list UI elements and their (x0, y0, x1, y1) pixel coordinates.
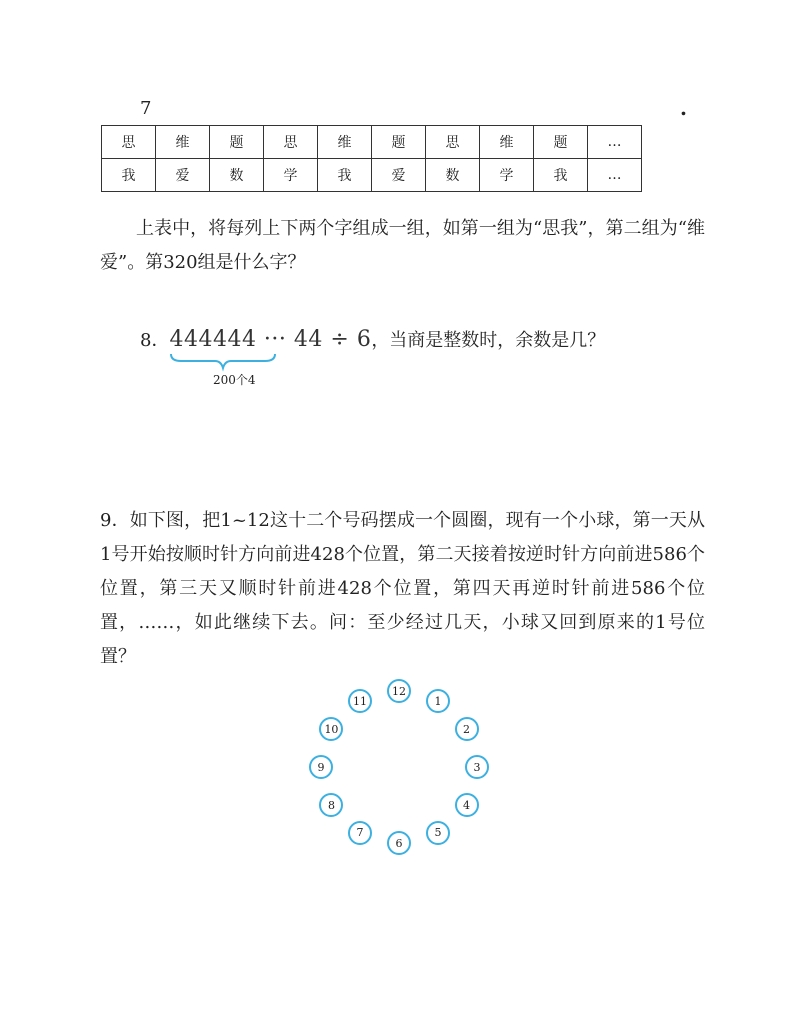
question-7-number: 7 (140, 98, 152, 119)
question-7-text: 上表中，将每列上下两个字组成一组，如第一组为“思我”，第二组为“维爱”。第320组是什么字？ (100, 218, 705, 273)
number-circle-6: 6 (387, 831, 411, 855)
number-circle-5: 5 (426, 821, 450, 845)
number-circle-2: 2 (455, 717, 479, 741)
number-circle-3: 3 (465, 755, 489, 779)
table-cell: 思 (426, 126, 480, 159)
question-7-trailing-mark: . (680, 96, 687, 120)
character-table (101, 125, 642, 192)
number-circle-10: 10 (319, 717, 343, 741)
table-cell: 我 (318, 159, 372, 192)
table-cell: 爱 (156, 159, 210, 192)
table-cell: 学 (480, 159, 534, 192)
number-circle-4: 4 (455, 793, 479, 817)
number-circle-12: 12 (387, 679, 411, 703)
table-cell: 学 (264, 159, 318, 192)
table-cell: 维 (318, 126, 372, 159)
table-cell: 爱 (372, 159, 426, 192)
table-cell: 维 (156, 126, 210, 159)
question-8-prefix: 8． (140, 330, 170, 351)
table-row-top (102, 126, 642, 159)
table-cell: 题 (534, 126, 588, 159)
number-circle-11: 11 (348, 689, 372, 713)
table-row-bottom (102, 159, 642, 192)
question-8 (140, 326, 605, 352)
table-cell: 数 (426, 159, 480, 192)
table-cell: 题 (372, 126, 426, 159)
table-cell: 我 (102, 159, 156, 192)
question-9-text: 9．如下图，把1~12这十二个号码摆成一个圆圈，现有一个小球，第一天从1号开始按顺时针方向前进428个位置，第二天接着按逆时针方向前进586个位置，第三天又顺时针前进428个位置，第四天再逆时针前进586个位置，……，如此继续下去。问：至少经过几天，小球又回到原来的1号位置？ (100, 510, 705, 667)
question-8-suffix: ，当商是整数时，余数是几？ (371, 330, 606, 351)
question-8-expression: 444444 ··· 44 ÷ 6 (169, 327, 372, 352)
table-cell: 思 (102, 126, 156, 159)
table-cell: … (588, 126, 642, 159)
number-circle-8: 8 (319, 793, 343, 817)
underbrace-icon (168, 352, 278, 372)
underbrace-label: 200个4 (213, 373, 256, 387)
table-cell: 思 (264, 126, 318, 159)
number-circle-9: 9 (309, 755, 333, 779)
table-cell: 我 (534, 159, 588, 192)
number-circle-7: 7 (348, 821, 372, 845)
table-cell: 维 (480, 126, 534, 159)
table-cell: … (588, 159, 642, 192)
table-cell: 数 (210, 159, 264, 192)
table-cell: 题 (210, 126, 264, 159)
number-circle-1: 1 (426, 689, 450, 713)
